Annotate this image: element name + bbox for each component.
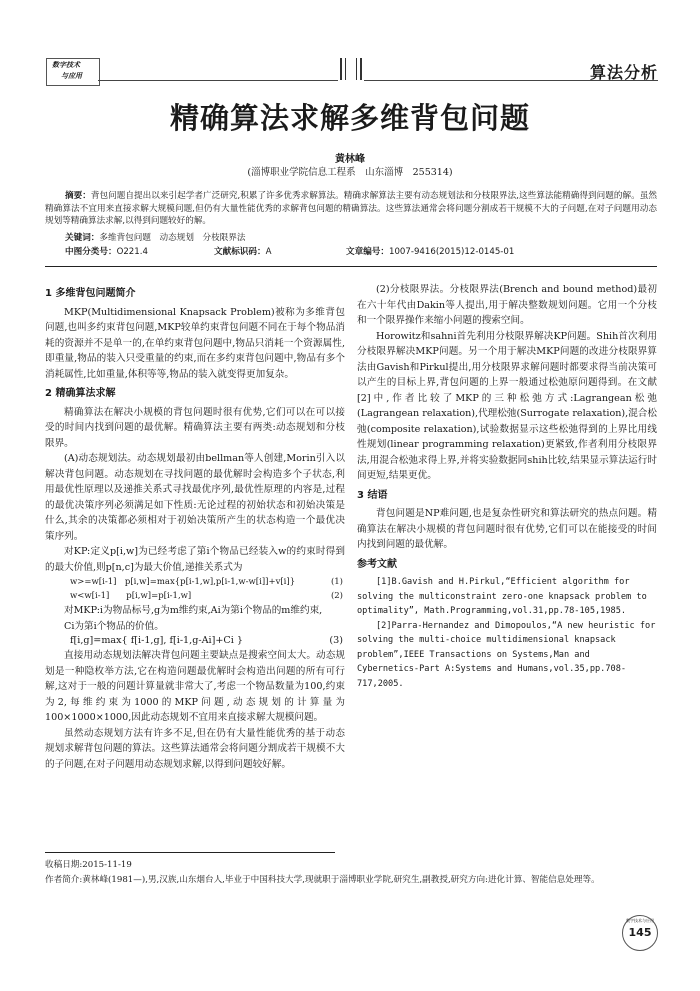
abstract-label: 摘要： (65, 191, 91, 201)
abstract-text: 背包问题自提出以来引起学者广泛研究,积累了许多优秀求解算法。精确求解算法主要有动态规划法和分枝限界法,这些算法能精确得到问题的解。虽然精确算法不宜用来直接求解大规模问题,但仍有大量性能优秀的求解背包问题的精确算法。这些算法通常会将问题分割成若干规模不大的子问题,在对子问题用动态规划等精确算法求解,以得到问题较好的解。 (45, 191, 657, 227)
header-rule-left (98, 80, 338, 81)
author-name: 黄林峰 (335, 154, 365, 165)
received-date: 收稿日期:2015-11-19 (45, 860, 132, 870)
right-column (357, 282, 657, 691)
paragraph: 背包问题是NP难问题,也是复杂性研究和算法研究的热点问题。精确算法在解决小规模的背包问题时很有优势,它们可以在能接受的时间内找到问题的最优解。 (357, 508, 657, 550)
left-column (45, 282, 345, 772)
logo-line-1: 数字技术 (52, 60, 80, 69)
paragraph: (A)动态规划法。动态规划最初由bellman等人创建,Morin引入以解决背包问题。动态规划在寻找问题的最优解时会构造多个子状态,利用最优性原理以及递推关系式寻找最优序列,最优性原理的内容是,过程的最优决策序列必须满足如下性质:无论过程的初始状态和初始决策是什么,其余的决策都必须相对于初始决策所产生的状态构造一个最优决策序列。 (45, 453, 345, 542)
paragraph: 对MKP:i为物品标号,g为m维约束,Ai为第i个物品的m维约束, (64, 605, 323, 616)
keywords (65, 231, 246, 243)
equation-1: w>=w[i-1] p[i,w]=max{p[i-1,w],p[i-1,w-w[i]]+v[i]} (1) (70, 577, 343, 587)
paragraph: Ci为第i个物品的价值。 (64, 620, 164, 632)
paragraph: 直接用动态规划法解决背包问题主要缺点是搜索空间太大。动态规划是一种隐枚举方法,它在构造问题最优解时会构造出问题的所有可行解,这对于一般的问题计算量就非常大了,考虑一个物品数量为100,约束为2,每维约束为1000的MKP问题,动态规划的计算量为100×1000×1000,因此动态规划不宜用来直接求解大规模问题。 (45, 650, 345, 723)
equation-2: w<w[i-1] p[i,w]=p[i-1,w] (2) (70, 591, 343, 601)
document-code: 文献标识码：A (214, 247, 272, 257)
abstract (45, 190, 657, 228)
footnote (45, 858, 657, 887)
heading-2: 2 精确算法求解 (45, 388, 116, 399)
paragraph: (2)分枝限界法。分枝限界法(Brench and bound method)最初在六十年代由Dakin等人提出,用于解决整数规划问题。它用一个分枝和一个限界操作来缩小问题的搜索空间。 (357, 284, 657, 326)
reference-1: [1]B.Gavish and H.Pirkul,“Efficient algorithm for solving the multiconstraint zero-one knapsack problem to optimality”, Math.Programming,vol.31,pp.78-105,1985. (357, 577, 647, 616)
abstract-divider (45, 266, 657, 267)
keywords-label: 关键词： (65, 233, 100, 243)
author-affiliation: (淄博职业学院信息工程系 山东淄博 255314) (247, 167, 453, 178)
paper-title: 精确算法求解多维背包问题 (169, 101, 530, 135)
page-number-badge (622, 915, 658, 951)
journal-logo (46, 58, 100, 86)
references-heading: 参考文献 (357, 558, 397, 570)
equation-3: f[i,g]=max{ f[i-1,g], f[i-1,g-Ai]+Ci } (3) (70, 635, 343, 646)
clc-number: 中图分类号：O221.4 (65, 247, 148, 257)
heading-3: 3 结语 (357, 489, 388, 501)
author-bio: 作者简介:黄林峰(1981—),男,汉族,山东烟台人,毕业于中国科技大学,现就职于淄博职业学院,研究生,副教授,研究方向:进化计算、智能信息处理等。 (45, 874, 600, 885)
page-number: 145 (628, 926, 652, 939)
paragraph: 虽然动态规划方法有许多不足,但在仍有大量性能优秀的基于动态规划求解背包问题的算法。这些算法通常会将问题分割成若干规模不大的子问题,在对子问题用动态规划求解,以得到问题较好解。 (45, 727, 345, 770)
heading-1: 1 多维背包问题简介 (45, 288, 136, 299)
page-badge-text: 数字技术与应用 (626, 918, 654, 923)
header-bars (340, 58, 362, 80)
paragraph: 对KP:定义p[i,w]为已经考虑了第i个物品已经装入w的约束时得到的最大价值,则p[n,c]为最大价值,递推关系式为 (45, 546, 345, 573)
reference-2: [2]Parra-Hernandez and Dimopoulos,“A new heuristic for solving the multi-choice multidimensional knapsack problem”,IEEE Transactions on Systems,Man and Cybernetics-Part A:Systems and Humans,vol.35,pp.708-717,2005. (357, 620, 656, 689)
keywords-text: 多维背包问题 动态规划 分枝限界法 (99, 233, 246, 243)
article-number: 文章编号：1007-9416(2015)12-0145-01 (346, 247, 515, 257)
paragraph: 精确算法在解决小规模的背包问题时很有优势,它们可以在可以接受的时间内找到问题的最优解。精确算法主要有两类:动态规划和分枝限界。 (45, 406, 345, 449)
footnote-divider (45, 852, 335, 853)
logo-line-2: 与应用 (61, 71, 82, 80)
section-name: 算法分析 (589, 63, 658, 82)
paragraph: MKP(Multidimensional Knapsack Problem)被称为多维背包问题,也叫多约束背包问题,MKP较单约束背包问题不同在于每个物品消耗的资源并不是单一的,在单约束背包问题中,物品只消耗一个资源属性,即重量,物品的装入只受重量的约束,而在多约束背包问题中,物品有多个消耗属性,比如重量,体积等等,物品的装入就变得更加复杂。 (45, 306, 345, 380)
paragraph: Horowitz和sahni首先利用分枝限界解决KP问题。Shih首次利用分枝限界解决MKP问题。另一个用于解决MKP问题的改进分枝限界算法由Gavish和Pirkul提出,用分枝限界求解问题时都要求得当前决策可以产生的目标上界,背包问题的上界一般通过松弛原问题得到。在文献[2]中,作者比较了MKP的三种松弛方式:Lagrangean松弛(Lagrangean relaxation),代理松弛(Surrogate relaxation),混合松弛(composite relaxation),试验数据显示这些松弛得到的上界比用线性规划(linear programming relaxation)更紧致,作者利用分枝限界法,用混合松弛求得上界,并将实验数据同shih比较,结果显示算法运行时间更短,结果更优。 (357, 330, 657, 481)
